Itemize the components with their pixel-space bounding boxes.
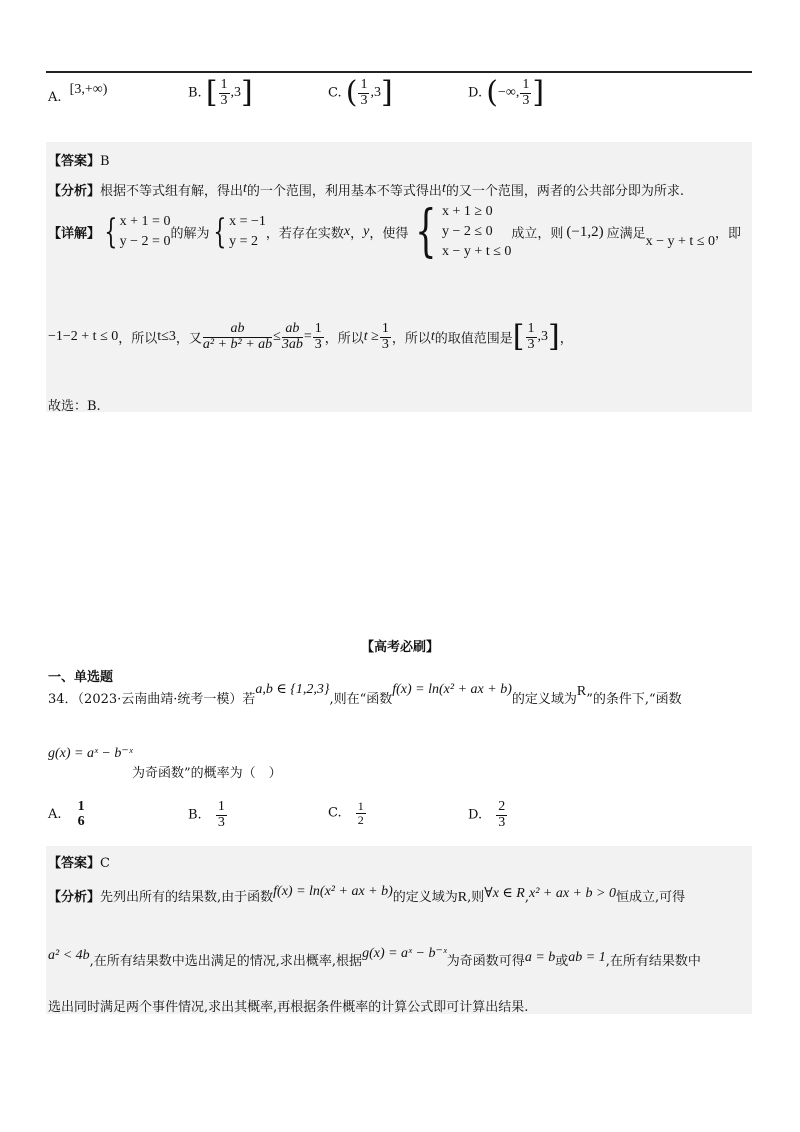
solution-block-2: [46, 846, 752, 1014]
section-title: 【高考必刷】: [360, 640, 439, 655]
question-number: 34．: [48, 692, 78, 707]
detail-1-line1: 【详解】 { x + 1 = 0 y − 2 = 0 的解为 { x = −1 y = 2 ，若存在实数x，y，使得 { x + 1 ≥ 0 y − 2 ≤ 0 x − y + t ≤ 0 成立，则 (−1,2) 应满足x − y + t ≤ 0，即: [48, 199, 742, 264]
frac-num: 1: [360, 77, 368, 92]
answer-tag: 【答案】: [48, 154, 101, 169]
inequality-system: x + 1 ≥ 0 y − 2 ≤ 0 x − y + t ≤ 0: [442, 204, 512, 259]
analysis-text: 的一个范围，利用基本不等式得出: [246, 184, 442, 199]
answer-2: [48, 852, 110, 871]
option-label: A.: [48, 807, 62, 823]
question-34-line2: g(x) = aˣ − b⁻ˣ 为奇函数”的概率为（ ）: [48, 746, 282, 781]
conclusion-1: 故选：B.: [48, 399, 101, 414]
equation-system-1: x + 1 = 0 y − 2 = 0: [119, 214, 171, 249]
detail-1-line2: −1−2 + t ≤ 0，所以t≤3，又 $\frac{ab}{\text{a² + b² + ab}}$ ≤ $\frac{ab}{3ab}$ = $\frac{1}{3}$ ，所以t ≥ $\frac{1}{3}$ ，所以t的取值范围是[ $\frac{1}{3}$ ,3]，: [48, 319, 573, 355]
analysis-text: 根据不等式组有解，得出: [100, 184, 244, 199]
fraction-ab-over-3ab: $\frac{ab}{3ab}$: [281, 321, 303, 352]
option-rest: ,3: [230, 85, 242, 101]
answer-value: C: [100, 856, 110, 871]
top-rule: [46, 71, 752, 73]
q33-option-b[interactable]: B. [ $\frac{1}{3}$ ,3]: [188, 75, 253, 111]
answer-value: B: [100, 154, 110, 169]
frac-num: 1: [220, 77, 228, 92]
analysis-2-line3: 选出同时满足两个事件情况,求出其概率,再根据条件概率的计算公式即可计算出结果.: [48, 1000, 529, 1015]
q33-option-a[interactable]: [48, 82, 108, 106]
frac-den: 3: [220, 92, 228, 108]
answer-tag: 【答案】: [48, 856, 101, 871]
option-label: D.: [468, 807, 483, 823]
equation-system-2: x = −1 y = 2: [229, 214, 266, 249]
q34-option-a[interactable]: A. 1 6: [48, 799, 85, 829]
q33-option-d[interactable]: D. (−∞, $\frac{1}{3}$ ]: [468, 75, 545, 111]
question-source: （2023·云南曲靖·统考一模）若: [77, 692, 256, 707]
option-value: [3,+∞): [69, 82, 108, 97]
variable-t: t: [441, 181, 446, 196]
option-label: C.: [328, 805, 342, 821]
fraction-one-third: $\frac{1}{3}$: [314, 321, 322, 352]
q34-option-d[interactable]: D. $\frac{2}{3}$: [468, 799, 506, 830]
point: (−1,2): [566, 223, 604, 240]
q34-option-c[interactable]: C. $\frac{1}{2}$: [328, 799, 364, 827]
fraction-ab-over-sum: $\frac{ab}{\text{a² + b² + ab}}$: [202, 321, 273, 352]
q34-option-b[interactable]: B. $\frac{1}{3}$: [188, 799, 225, 830]
option-label: B.: [188, 807, 202, 823]
analysis-2-line1: 【分析】先列出所有的结果数,由于函数f(x) = ln(x² + ax + b)的定义域为R,则∀x ∈ R,x² + ax + b > 0恒成立,可得: [48, 884, 686, 905]
q33-option-c[interactable]: C. ( $\frac{1}{3}$ ,3]: [328, 75, 393, 111]
frac-den: 3: [360, 92, 368, 108]
detail-tag: 【详解】: [48, 226, 101, 242]
fraction-one-third: $\frac{1}{3}$: [381, 321, 389, 352]
option-label: C.: [328, 85, 342, 101]
frac-den: 3: [522, 92, 530, 108]
option-label: D.: [468, 85, 483, 101]
option-label: B.: [188, 85, 202, 101]
range-fraction: $\frac{1}{3}$: [527, 321, 535, 352]
analysis-1: [48, 180, 684, 200]
frac-num: 1: [522, 77, 530, 92]
option-rest: ,3: [370, 85, 381, 101]
answer-1: [48, 150, 110, 169]
section-subtitle: 一、单选题: [48, 670, 114, 685]
analysis-tag: 【分析】: [48, 890, 101, 905]
analysis-tag: 【分析】: [48, 184, 101, 199]
option-prefix: −∞,: [497, 85, 520, 101]
analysis-text: 的又一个范围，两者的公共部分即为所求.: [445, 184, 684, 199]
question-34-line1: 34．（2023·云南曲靖·统考一模）若a,b ∈ {1,2,3},则在“函数f(x) = ln(x² + ax + b)的定义域为R”的条件下,“函数: [48, 682, 682, 707]
variable-t: t: [243, 181, 247, 196]
analysis-2-line2: a² < 4b,在所有结果数中选出满足的情况,求出概率,根据g(x) = aˣ − b⁻ˣ为奇函数可得a = b或ab = 1,在所有结果数中: [48, 946, 701, 969]
option-label: A.: [48, 90, 62, 105]
